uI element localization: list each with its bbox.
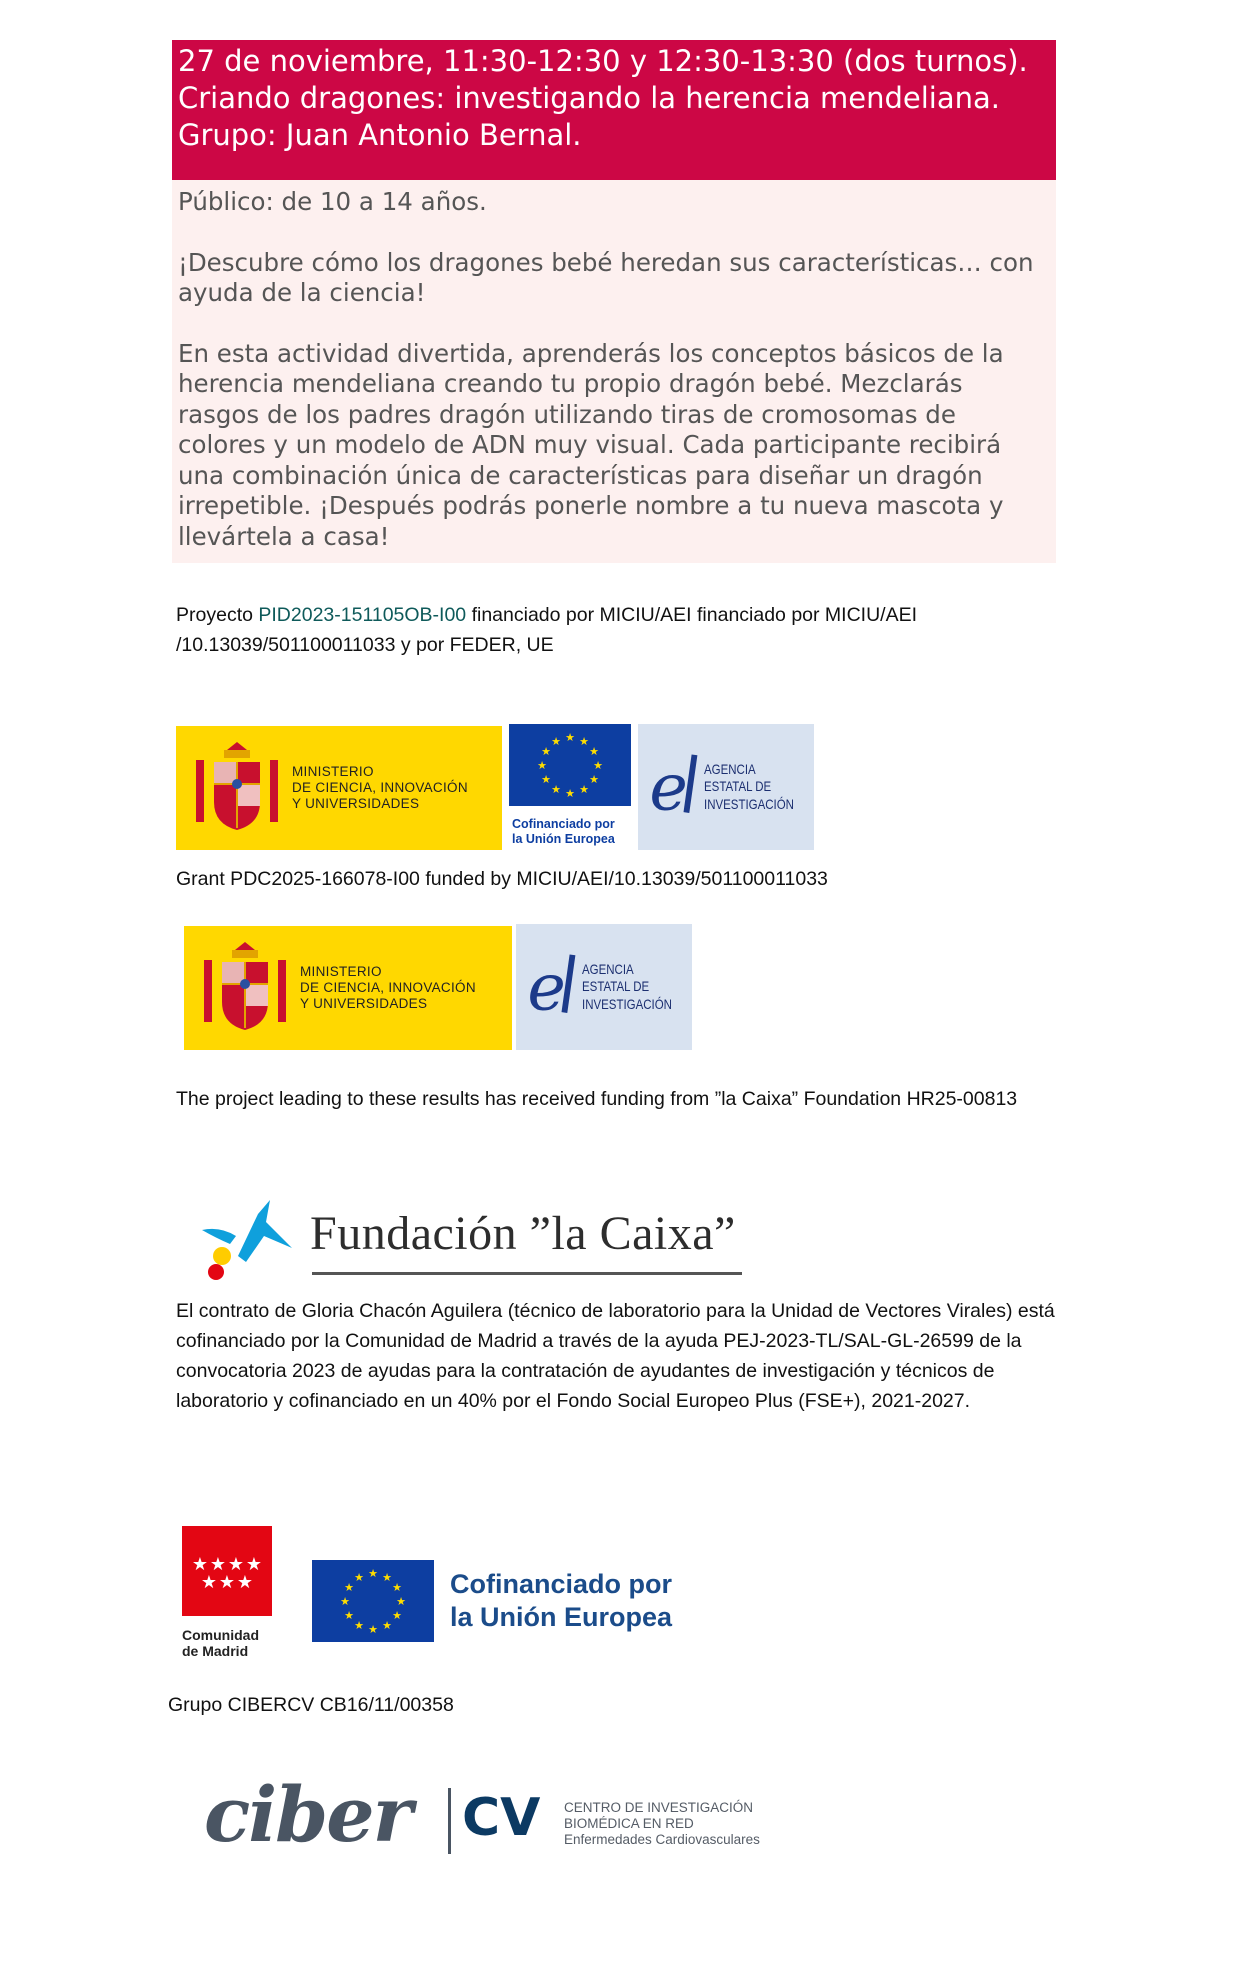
ministerio-text: MINISTERIO DE CIENCIA, INNOVACIÓN Y UNIVERSIDADES — [292, 764, 468, 811]
svg-text:★: ★ — [191, 1554, 209, 1575]
ministerio-text: MINISTERIO DE CIENCIA, INNOVACIÓN Y UNIVERSIDADES — [300, 964, 476, 1011]
madrid-label: Comunidad de Madrid — [182, 1627, 259, 1659]
svg-text:★: ★ — [541, 745, 551, 758]
event-description-panel — [172, 180, 1056, 563]
svg-text:★: ★ — [368, 1623, 378, 1636]
svg-text:e: e — [649, 750, 688, 826]
ministerio-logo — [176, 726, 502, 850]
aei-emblem-icon — [646, 742, 704, 832]
cv-wordmark: CV — [462, 1788, 541, 1848]
svg-text:★: ★ — [551, 735, 561, 748]
project-prefix: Proyecto — [176, 604, 259, 626]
comunidad-madrid-logo — [182, 1526, 274, 1659]
project-suffix: financiado por MICIU/AEI financiado por MICIU/AEI /10.13039/501100011033 y por FEDER, UE — [176, 604, 918, 656]
svg-text:e: e — [527, 950, 566, 1026]
svg-text:★: ★ — [218, 1572, 236, 1593]
aei-logo-2 — [516, 924, 692, 1050]
svg-text:★: ★ — [354, 1571, 364, 1584]
event-audience: Público: de 10 a 14 años. — [178, 187, 487, 216]
event-description: En esta actividad divertida, aprenderás los conceptos básicos de la herencia mendeliana creando tu propio dragón bebé. Mezclarás rasgos de los padres dragón utilizando tiras de cromosomas de colores y un modelo de ADN muy visual. Cada participante recibirá una combinación única de características para diseñar un dragón irrepetible. ¡Después podrás ponerle nombre a tu nueva mascota y llevártela a casa! — [178, 338, 1004, 551]
contract-note: El contrato de Gloria Chacón Aguilera (técnico de laboratorio para la Unidad de Vectores Virales) está cofinanciado por la Comunidad de Madrid a través de la ayuda PEJ-2023-TL/SAL-GL-26599 de la convocatoria 2023 de ayudas para la contratación de ayudantes de investigación y técnicos de laboratorio y cofinanciado en un 40% por el Fondo Social Europeo Plus (FSE+), 2021-2027. — [176, 1300, 1055, 1412]
svg-text:★: ★ — [344, 1581, 354, 1594]
svg-text:★: ★ — [589, 773, 599, 786]
coat-of-arms-icon — [202, 938, 288, 1038]
svg-text:★: ★ — [382, 1571, 392, 1584]
svg-text:★: ★ — [200, 1572, 218, 1593]
event-header — [172, 40, 1056, 180]
svg-text:★: ★ — [589, 745, 599, 758]
cofinanced-text: Cofinanciado por la Unión Europea — [450, 1569, 673, 1632]
svg-text:★: ★ — [236, 1572, 254, 1593]
svg-text:★: ★ — [368, 1567, 378, 1580]
caixa-name: Fundación ”la Caixa” — [310, 1207, 736, 1260]
svg-text:★: ★ — [579, 735, 589, 748]
svg-text:★: ★ — [565, 731, 575, 744]
svg-text:★: ★ — [541, 773, 551, 786]
aei-text: AGENCIA ESTATAL DE INVESTIGACIÓN — [704, 760, 795, 812]
svg-text:★: ★ — [392, 1609, 402, 1622]
caixa-funding-note: The project leading to these results has received funding from ”la Caixa” Foundation HR25-00813 — [176, 1088, 1018, 1110]
caixa-star-icon — [200, 1196, 300, 1286]
svg-text:★: ★ — [354, 1619, 364, 1632]
ciber-wordmark: ciber — [204, 1770, 411, 1859]
svg-text:★: ★ — [344, 1609, 354, 1622]
aei-logo — [638, 724, 814, 850]
svg-text:★: ★ — [396, 1595, 406, 1608]
eu-cofinanced-banner — [312, 1560, 742, 1644]
svg-text:★: ★ — [593, 759, 603, 772]
svg-text:★: ★ — [537, 759, 547, 772]
svg-text:★: ★ — [551, 783, 561, 796]
eu-flag-icon — [509, 724, 631, 806]
svg-text:★: ★ — [340, 1595, 350, 1608]
caixa-underline — [312, 1272, 742, 1275]
eu-caption: Cofinanciado por la Unión Europea — [512, 817, 615, 846]
grant-note: Grant PDC2025-166078-I00 funded by MICIU/AEI/10.13039/501100011033 — [176, 868, 828, 890]
event-title: 27 de noviembre, 11:30-12:30 y 12:30-13:30 (dos turnos). Criando dragones: investigando la herencia mendeliana. Grupo: Juan Antonio Bernal. — [178, 44, 1028, 152]
aei-emblem-icon — [524, 942, 582, 1032]
madrid-stars-icon — [182, 1526, 272, 1616]
ciber-group-note: Grupo CIBERCV CB16/11/00358 — [168, 1694, 454, 1716]
eu-flag-icon — [312, 1560, 434, 1642]
ciber-description: CENTRO DE INVESTIGACIÓN BIOMÉDICA EN RED Enfermedades Cardiovasculares — [564, 1800, 760, 1847]
logo-divider — [448, 1788, 451, 1854]
svg-text:★: ★ — [392, 1581, 402, 1594]
svg-text:★: ★ — [382, 1619, 392, 1632]
project-funding-note — [176, 600, 1006, 660]
caixa-logo — [200, 1196, 760, 1290]
ministerio-logo-2 — [184, 926, 512, 1050]
svg-text:★: ★ — [579, 783, 589, 796]
coat-of-arms-icon — [194, 738, 280, 838]
svg-text:★: ★ — [245, 1554, 263, 1575]
project-code-link[interactable]: PID2023-151105OB-I00 — [258, 604, 467, 626]
eu-cofinanced-logo — [509, 724, 631, 850]
event-tagline: ¡Descubre cómo los dragones bebé heredan sus características… con ayuda de la ciencia! — [178, 247, 1034, 307]
svg-text:★: ★ — [565, 787, 575, 800]
svg-text:★: ★ — [209, 1554, 227, 1575]
ciber-cv-logo — [204, 1770, 804, 1870]
aei-text: AGENCIA ESTATAL DE INVESTIGACIÓN — [582, 960, 673, 1012]
svg-text:★: ★ — [227, 1554, 245, 1575]
